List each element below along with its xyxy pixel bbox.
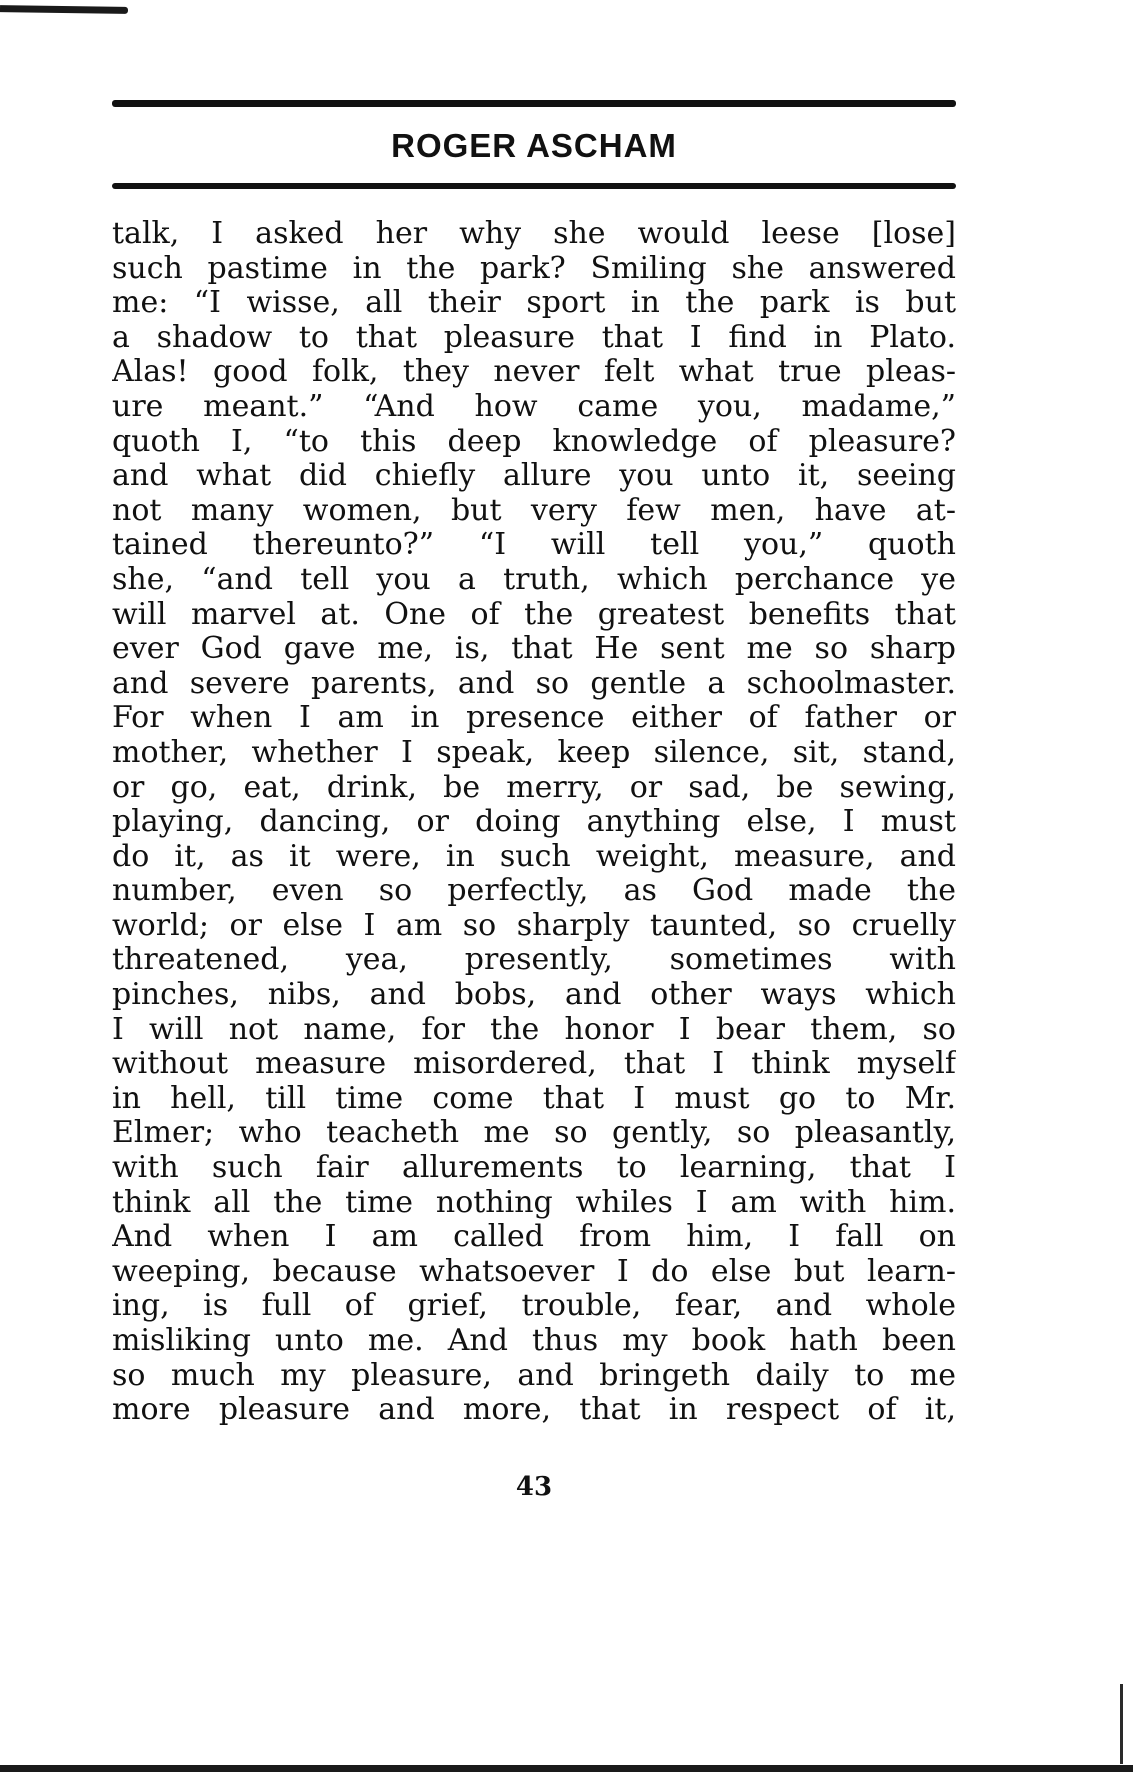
text-line: so much my pleasure, and bringeth daily to me — [112, 1358, 956, 1393]
text-line: And when I am called from him, I fall on — [112, 1220, 956, 1255]
text-line: mother, whether I speak, keep silence, sit, stand, — [112, 735, 956, 770]
book-page — [112, 100, 956, 1502]
text-line: me: “I wisse, all their sport in the park is but — [112, 286, 956, 321]
text-line: with such fair allurements to learning, that I — [112, 1151, 956, 1186]
text-line: weeping, because whatsoever I do else but learn- — [112, 1254, 956, 1289]
text-line: I will not name, for the honor I bear them, so — [112, 1012, 956, 1047]
header-rule-top — [112, 100, 956, 107]
text-line: ure meant.” “And how came you, madame,” — [112, 389, 956, 424]
text-line: playing, dancing, or doing anything else, I must — [112, 805, 956, 840]
text-line: in hell, till time come that I must go to Mr. — [112, 1081, 956, 1116]
scan-edge-mark-bottom — [0, 1765, 1133, 1772]
text-line: threatened, yea, presently, sometimes with — [112, 943, 956, 978]
body-text — [112, 217, 956, 1428]
header-rule-bottom — [112, 183, 956, 189]
text-line: more pleasure and more, that in respect of it, — [112, 1393, 956, 1428]
text-line: For when I am in presence either of father or — [112, 701, 956, 736]
text-line: do it, as it were, in such weight, measure, and — [112, 839, 956, 874]
scan-edge-mark-right — [1120, 1684, 1123, 1764]
text-line: a shadow to that pleasure that I find in Plato. — [112, 320, 956, 355]
text-line: not many women, but very few men, have at- — [112, 493, 956, 528]
text-line: Elmer; who teacheth me so gently, so pleasantly, — [112, 1116, 956, 1151]
text-line: world; or else I am so sharply taunted, so cruelly — [112, 908, 956, 943]
text-line: or go, eat, drink, be merry, or sad, be sewing, — [112, 770, 956, 805]
text-line: Alas! good folk, they never felt what true pleas- — [112, 355, 956, 390]
text-line: such pastime in the park? Smiling she answered — [112, 251, 956, 286]
text-line: without measure misordered, that I think myself — [112, 1047, 956, 1082]
text-line: number, even so perfectly, as God made the — [112, 874, 956, 909]
text-line: tained thereunto?” “I will tell you,” quoth — [112, 528, 956, 563]
scan-edge-mark — [0, 5, 128, 14]
text-line: she, “and tell you a truth, which perchance ye — [112, 562, 956, 597]
text-line: and severe parents, and so gentle a schoolmaster. — [112, 666, 956, 701]
text-line: talk, I asked her why she would leese [lose] — [112, 217, 956, 251]
text-line: and what did chiefly allure you unto it, seeing — [112, 459, 956, 494]
text-line: ever God gave me, is, that He sent me so sharp — [112, 632, 956, 667]
page-number: 43 — [515, 1471, 553, 1502]
text-line: pinches, nibs, and bobs, and other ways which — [112, 978, 956, 1013]
text-line: misliking unto me. And thus my book hath been — [112, 1324, 956, 1358]
text-line: quoth I, “to this deep knowledge of pleasure? — [112, 424, 956, 459]
text-line: will marvel at. One of the greatest benefits that — [112, 597, 956, 632]
running-head: ROGER ASCHAM — [391, 127, 677, 164]
text-line: think all the time nothing whiles I am with him. — [112, 1185, 956, 1220]
text-line: ing, is full of grief, trouble, fear, and whole — [112, 1289, 956, 1324]
